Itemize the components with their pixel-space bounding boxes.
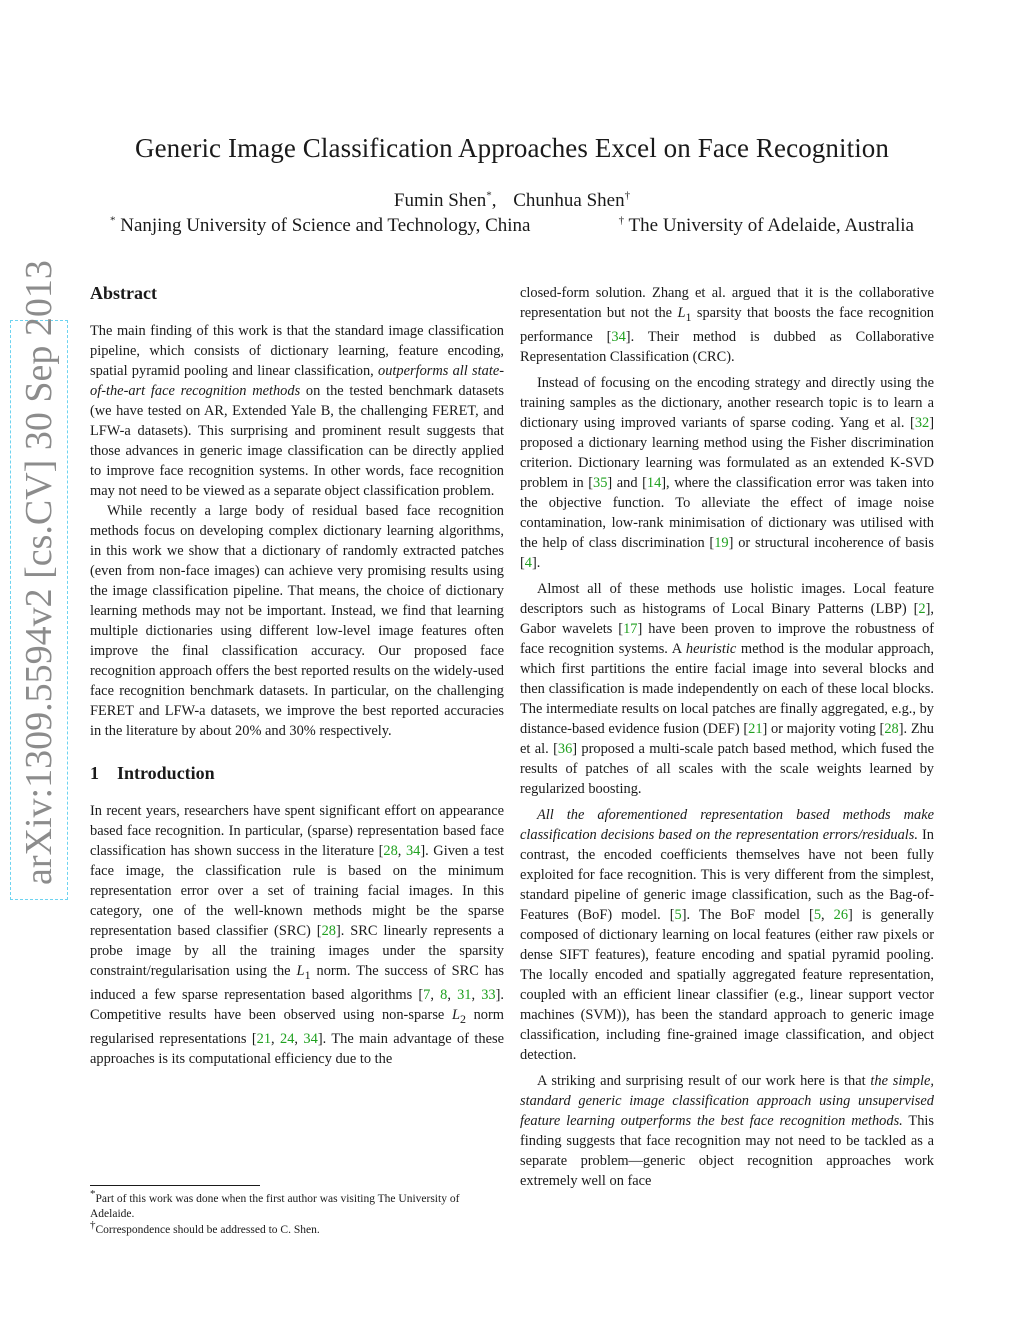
right-paragraph-5: A striking and surprising result of our work here is that the simple, standard generic image classification approach using unsupervised feature learning outperforms the best face recognition methods. This finding suggests that face recognition may not need to be tackled as a separate problem—generic object recognition approaches work extremely well on face: [520, 1072, 935, 1189]
citation-link[interactable]: 8: [440, 986, 448, 1003]
citation-link[interactable]: 24: [280, 1030, 295, 1047]
citation-link[interactable]: 19: [714, 534, 729, 551]
citation-link[interactable]: 14: [646, 474, 662, 491]
citation-link[interactable]: 33: [481, 986, 496, 1003]
left-column: [90, 283, 504, 1069]
abstract-paragraph-1: The main finding of this work is that the standard image classification pipeline, which consists of dictionary learning, feature encoding, spatial pyramid pooling and linear classification, outperforms all state-of-the-art face recognition methods on the tested benchmark datasets (we have tested on AR, Extended Yale B, the challenging FERET, and LFW-a datasets). This surprising and prominent result suggests that those advances in generic image classification can be directly applied to improve face recognition systems. In other words, face recognition may not need to be viewed as a separate object classification problem.: [90, 323, 505, 499]
right-paragraph-2: Instead of focusing on the encoding strategy and directly using the training samples as the dictionary, another research topic is to learn a dictionary using improved variants of sparse coding. Yang et al. [32] proposed a dictionary learning method using the Fisher discrimination criterion. Dictionary learning was formulated as an extended K-SVD problem in [35] and [14], where the classification error was taken into the objective function. To alleviate the effect of image noise contamination, low-rank minimisation of dictionary was utilised with the help of class discrimination [19] or structural incoherence of basis [4].: [520, 374, 935, 571]
citation-link[interactable]: 32: [914, 414, 930, 431]
section-heading-introduction: 1 Introduction: [90, 763, 215, 783]
citation-link[interactable]: 7: [423, 986, 431, 1003]
citation-link[interactable]: 28: [321, 923, 336, 939]
affiliation-2: † The University of Adelaide, Australia: [618, 214, 914, 236]
author-1: Fumin Shen*,: [393, 189, 497, 211]
citation-link[interactable]: 34: [405, 843, 421, 859]
citation-link[interactable]: 26: [833, 906, 849, 923]
paper-title: Generic Image Classification Approaches Excel on Face Recognition: [135, 133, 889, 163]
right-paragraph-3: Almost all of these methods use holistic images. Local feature descriptors such as histograms of Local Binary Patterns (LBP) [2], Gabor wavelets [17] have been proven to improve the robustness of face recognition systems. A heuristic method is the modular approach, which first partitions the entire facial image into several blocks and then classification is made independently on each of these local blocks. The intermediate results on local patches are finally aggregated, e.g., by distance-based evidence fusion (DEF) [21] or majority voting [28]. Zhu et al. [36] proposed a multi-scale patch based method, which fused the results of patches of all scales with the scale weights learned by regularized boosting.: [520, 580, 935, 797]
citation-link[interactable]: 34: [611, 328, 626, 345]
citation-link[interactable]: 2: [918, 600, 926, 617]
abstract-paragraph-2: While recently a large body of residual based face recognition methods focus on developing complex dictionary learning algorithms, in this work we show that a dictionary of randomly extracted patches (even from non-face images) can achieve very promising results using the image classification pipeline. That means, the choice of dictionary learning methods may not be important. Instead, we find that learning multiple dictionaries using different low-level image features often improve the final classification accuracy. Our proposed face recognition approach offers the best reported results on the widely-used face recognition benchmark datasets. In particular, on the challenging FERET and LFW-a datasets, we improve the best reported accuracies in the literature by about 20% and 30% respectively.: [90, 503, 504, 739]
citation-link[interactable]: 5: [674, 906, 682, 923]
footnote-1: *Part of this work was done when the first author was visiting The University of Adelaide.: [90, 1188, 460, 1220]
citation-link[interactable]: 28: [383, 843, 398, 859]
citation-link[interactable]: 21: [748, 720, 763, 737]
right-paragraph-4: All the aforementioned representation based methods make classification decisions based on the representation errors/residuals. In contrast, the encoded coefficients themselves have not been fully exploited for face recognition. This is very different from the simplest, standard pipeline of generic image classification, such as the Bag-of-Features (BoF) model. [5]. The BoF model [5, 26] is generally composed of dictionary learning on local features (either raw pixels or dense SIFT features), feature encoding and spatial pyramid pooling. The locally encoded and spatially aggregated feature representation, coupled with an efficient linear classifier (e.g., linear support vector machines (SVM)), has been the standard approach to generic image classification, including fine-grained image classification, and object detection.: [520, 806, 934, 1063]
intro-paragraph-1: In recent years, researchers have spent significant effort on appearance based face recognition. In particular, (sparse) representation based face classification has shown success in the literature [28, 34]. Given a test face image, the classification rule is based on the minimum representation error over a set of training facial images. In this category, one of the well-known methods might be the sparse representation based classifier (SRC) [28]. SRC linearly represents a probe image by all the training images under the sparsity constraint/regularisation using the $L_1$ norm. The success of SRC has induced a few sparse representation based algorithms [7, 8, 31, 33]. Competitive results have been observed using non-sparse $L_2$ norm regularised representations [21, 24, 34]. The main advantage of these approaches is its computational efficiency due to the: [90, 803, 505, 1067]
citation-link[interactable]: 5: [813, 906, 822, 923]
citation-link[interactable]: 31: [457, 986, 472, 1003]
citation-link[interactable]: 4: [524, 554, 532, 571]
author-2: Chunhua Shen†: [513, 189, 631, 211]
citation-link[interactable]: 36: [557, 740, 573, 757]
footnote-divider: [90, 1185, 260, 1186]
author-list: [0, 190, 1024, 212]
citation-link[interactable]: 17: [623, 620, 638, 637]
citation-link[interactable]: 34: [303, 1030, 318, 1047]
arxiv-stamp: arXiv:1309.5594v2 [cs.CV] 30 Sep 2013: [10, 320, 68, 900]
abstract-heading: Abstract: [90, 283, 157, 303]
right-column: [520, 283, 934, 1191]
citation-link[interactable]: 35: [593, 474, 608, 491]
citation-link[interactable]: 28: [884, 720, 899, 737]
citation-link[interactable]: 21: [256, 1030, 272, 1047]
right-paragraph-1: closed-form solution. Zhang et al. argued that it is the collaborative representation but not the $L_1$ sparsity that boosts the face recognition performance [34]. Their method is dubbed as Collaborative Representation Classification (CRC).: [520, 285, 934, 365]
footnote-2: †Correspondence should be addressed to C. Shen.: [90, 1219, 320, 1236]
affiliation-1: * Nanjing University of Science and Technology, China: [110, 214, 531, 236]
